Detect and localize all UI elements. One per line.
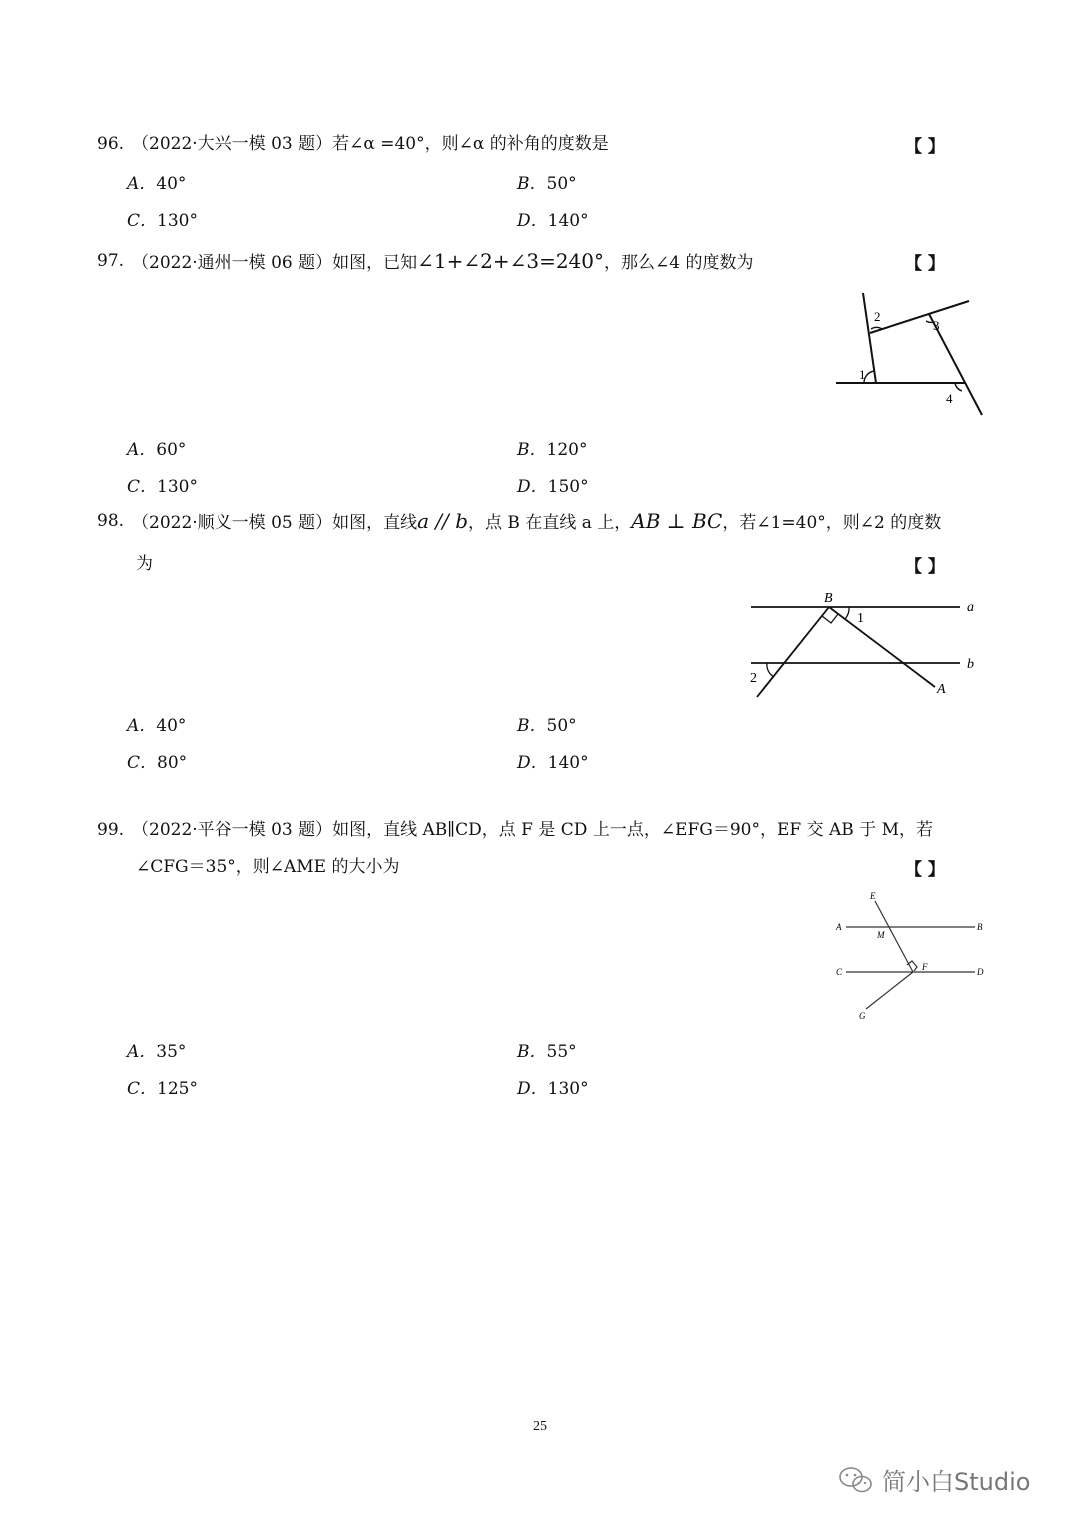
fig99-label-F: F [922,962,928,972]
fig98-line-ba [829,607,935,687]
q99-option-a [127,1037,186,1062]
option-letter: C． [127,477,158,497]
option-letter: B． [517,174,547,194]
q98-option-b [517,711,577,736]
option-value: 140° [547,753,589,773]
option-letter: D． [517,753,548,773]
fig98-label-2: 2 [750,671,757,686]
q99-text-line1: （2022·平谷一模 03 题）如图，直线 AB∥CD，点 F 是 CD 上一点，∠EFG＝90°，EF 交 AB 于 M，若 [132,820,933,840]
q97-answer-bracket: 【 】 [905,254,945,274]
q99-answer-bracket: 【 】 [905,860,945,880]
fig98-label-a: a [967,600,974,615]
q98-option-d [517,748,589,773]
q97-option-d [517,472,589,497]
option-value: 150° [547,477,589,497]
option-value: 50° [546,174,577,194]
option-value: 140° [547,211,589,231]
q98-text-b: ，点 B 在直线 a 上， [468,513,632,533]
q97-text-pre: （2022·通州一模 06 题）如图，已知 [132,253,418,273]
q96-option-c [127,206,198,231]
fig99-label-E: E [870,891,876,901]
fig99-label-C: C [836,967,843,977]
option-value: 50° [546,716,577,736]
q98-answer-bracket: 【 】 [905,557,945,577]
q98-text [132,509,941,535]
option-value: 130° [157,211,198,231]
option-letter: D． [517,1079,548,1099]
q96-option-d [517,206,589,231]
watermark [838,1462,1030,1497]
option-letter: B． [517,1042,547,1062]
option-value: 40° [156,716,187,736]
q97-text [132,249,753,275]
q99-option-c [127,1074,198,1099]
option-letter: A． [127,716,157,736]
fig97-arc-2 [871,327,882,329]
fig98-arc-1 [845,607,849,619]
option-value: 35° [156,1042,187,1062]
fig99-label-B: B [977,922,983,932]
wechat-icon [838,1465,874,1495]
fig98-label-A: A [937,682,946,697]
q98-number: 98. [97,511,125,531]
q99-text-line2: ∠CFG＝35°，则∠AME 的大小为 [136,857,400,877]
option-letter: C． [127,211,158,231]
option-letter: D． [517,477,548,497]
fig97-label-1: 1 [859,367,866,382]
q99-figure [830,885,990,1025]
q98-text-a: （2022·顺义一模 05 题）如图，直线 [132,513,418,533]
fig98-right-angle [822,614,838,623]
watermark-text: 简小白Studio [882,1468,1031,1496]
option-letter: B． [517,440,547,460]
option-letter: C． [127,753,158,773]
q96-text: （2022·大兴一模 03 题）若∠α =40°，则∠α 的补角的度数是 [132,134,609,154]
option-letter: A． [127,174,157,194]
q98-option-c [127,748,187,773]
option-value: 60° [156,440,187,460]
fig97-label-2: 2 [874,309,881,324]
option-value: 130° [157,477,198,497]
fig97-label-3: 3 [933,318,940,333]
q97-option-b [517,435,587,460]
q98-figure [745,585,985,705]
fig99-label-A: A [836,922,842,932]
q97-option-a [127,435,186,460]
q99-number: 99. [97,820,125,840]
q96-option-a [127,169,186,194]
fig99-label-D: D [977,967,984,977]
fig99-line-fg [866,972,913,1009]
fig97-label-4: 4 [946,391,953,406]
option-letter: D． [517,211,548,231]
fig98-label-1: 1 [857,611,864,626]
q97-text-post: ，那么∠4 的度数为 [604,253,754,273]
page-number: 25 [533,1419,547,1434]
option-value: 80° [157,753,188,773]
option-letter: C． [127,1079,158,1099]
fig97-arc-4 [955,383,962,391]
q98-text-line2: 为 [136,554,153,574]
option-value: 130° [547,1079,589,1099]
option-value: 55° [546,1042,577,1062]
option-letter: A． [127,440,157,460]
q98-math-perpendicular: AB ⊥ BC [631,509,723,533]
q97-option-c [127,472,198,497]
option-letter: B． [517,716,547,736]
q99-option-b [517,1037,577,1062]
option-value: 40° [156,174,187,194]
q96-number: 96. [97,134,125,154]
fig98-label-B: B [824,591,833,606]
option-value: 125° [157,1079,198,1099]
q98-text-c: ，若∠1=40°，则∠2 的度数 [722,513,942,533]
q98-option-a [127,711,186,736]
option-value: 120° [546,440,588,460]
q99-option-d [517,1074,589,1099]
q97-number: 97. [97,251,125,271]
option-letter: A． [127,1042,157,1062]
q96-answer-bracket: 【 】 [905,137,945,157]
fig98-line-bc [757,607,829,697]
fig99-label-G: G [859,1011,866,1021]
fig99-label-M: M [877,930,885,940]
q98-math-parallel: a // b [417,509,469,533]
q97-figure [830,285,990,420]
fig98-arc-2 [767,663,774,677]
fig98-label-b: b [967,657,974,672]
q96-option-b [517,169,577,194]
q97-math: ∠1+∠2+∠3=240° [417,249,605,273]
fig97-line-top [870,301,969,333]
